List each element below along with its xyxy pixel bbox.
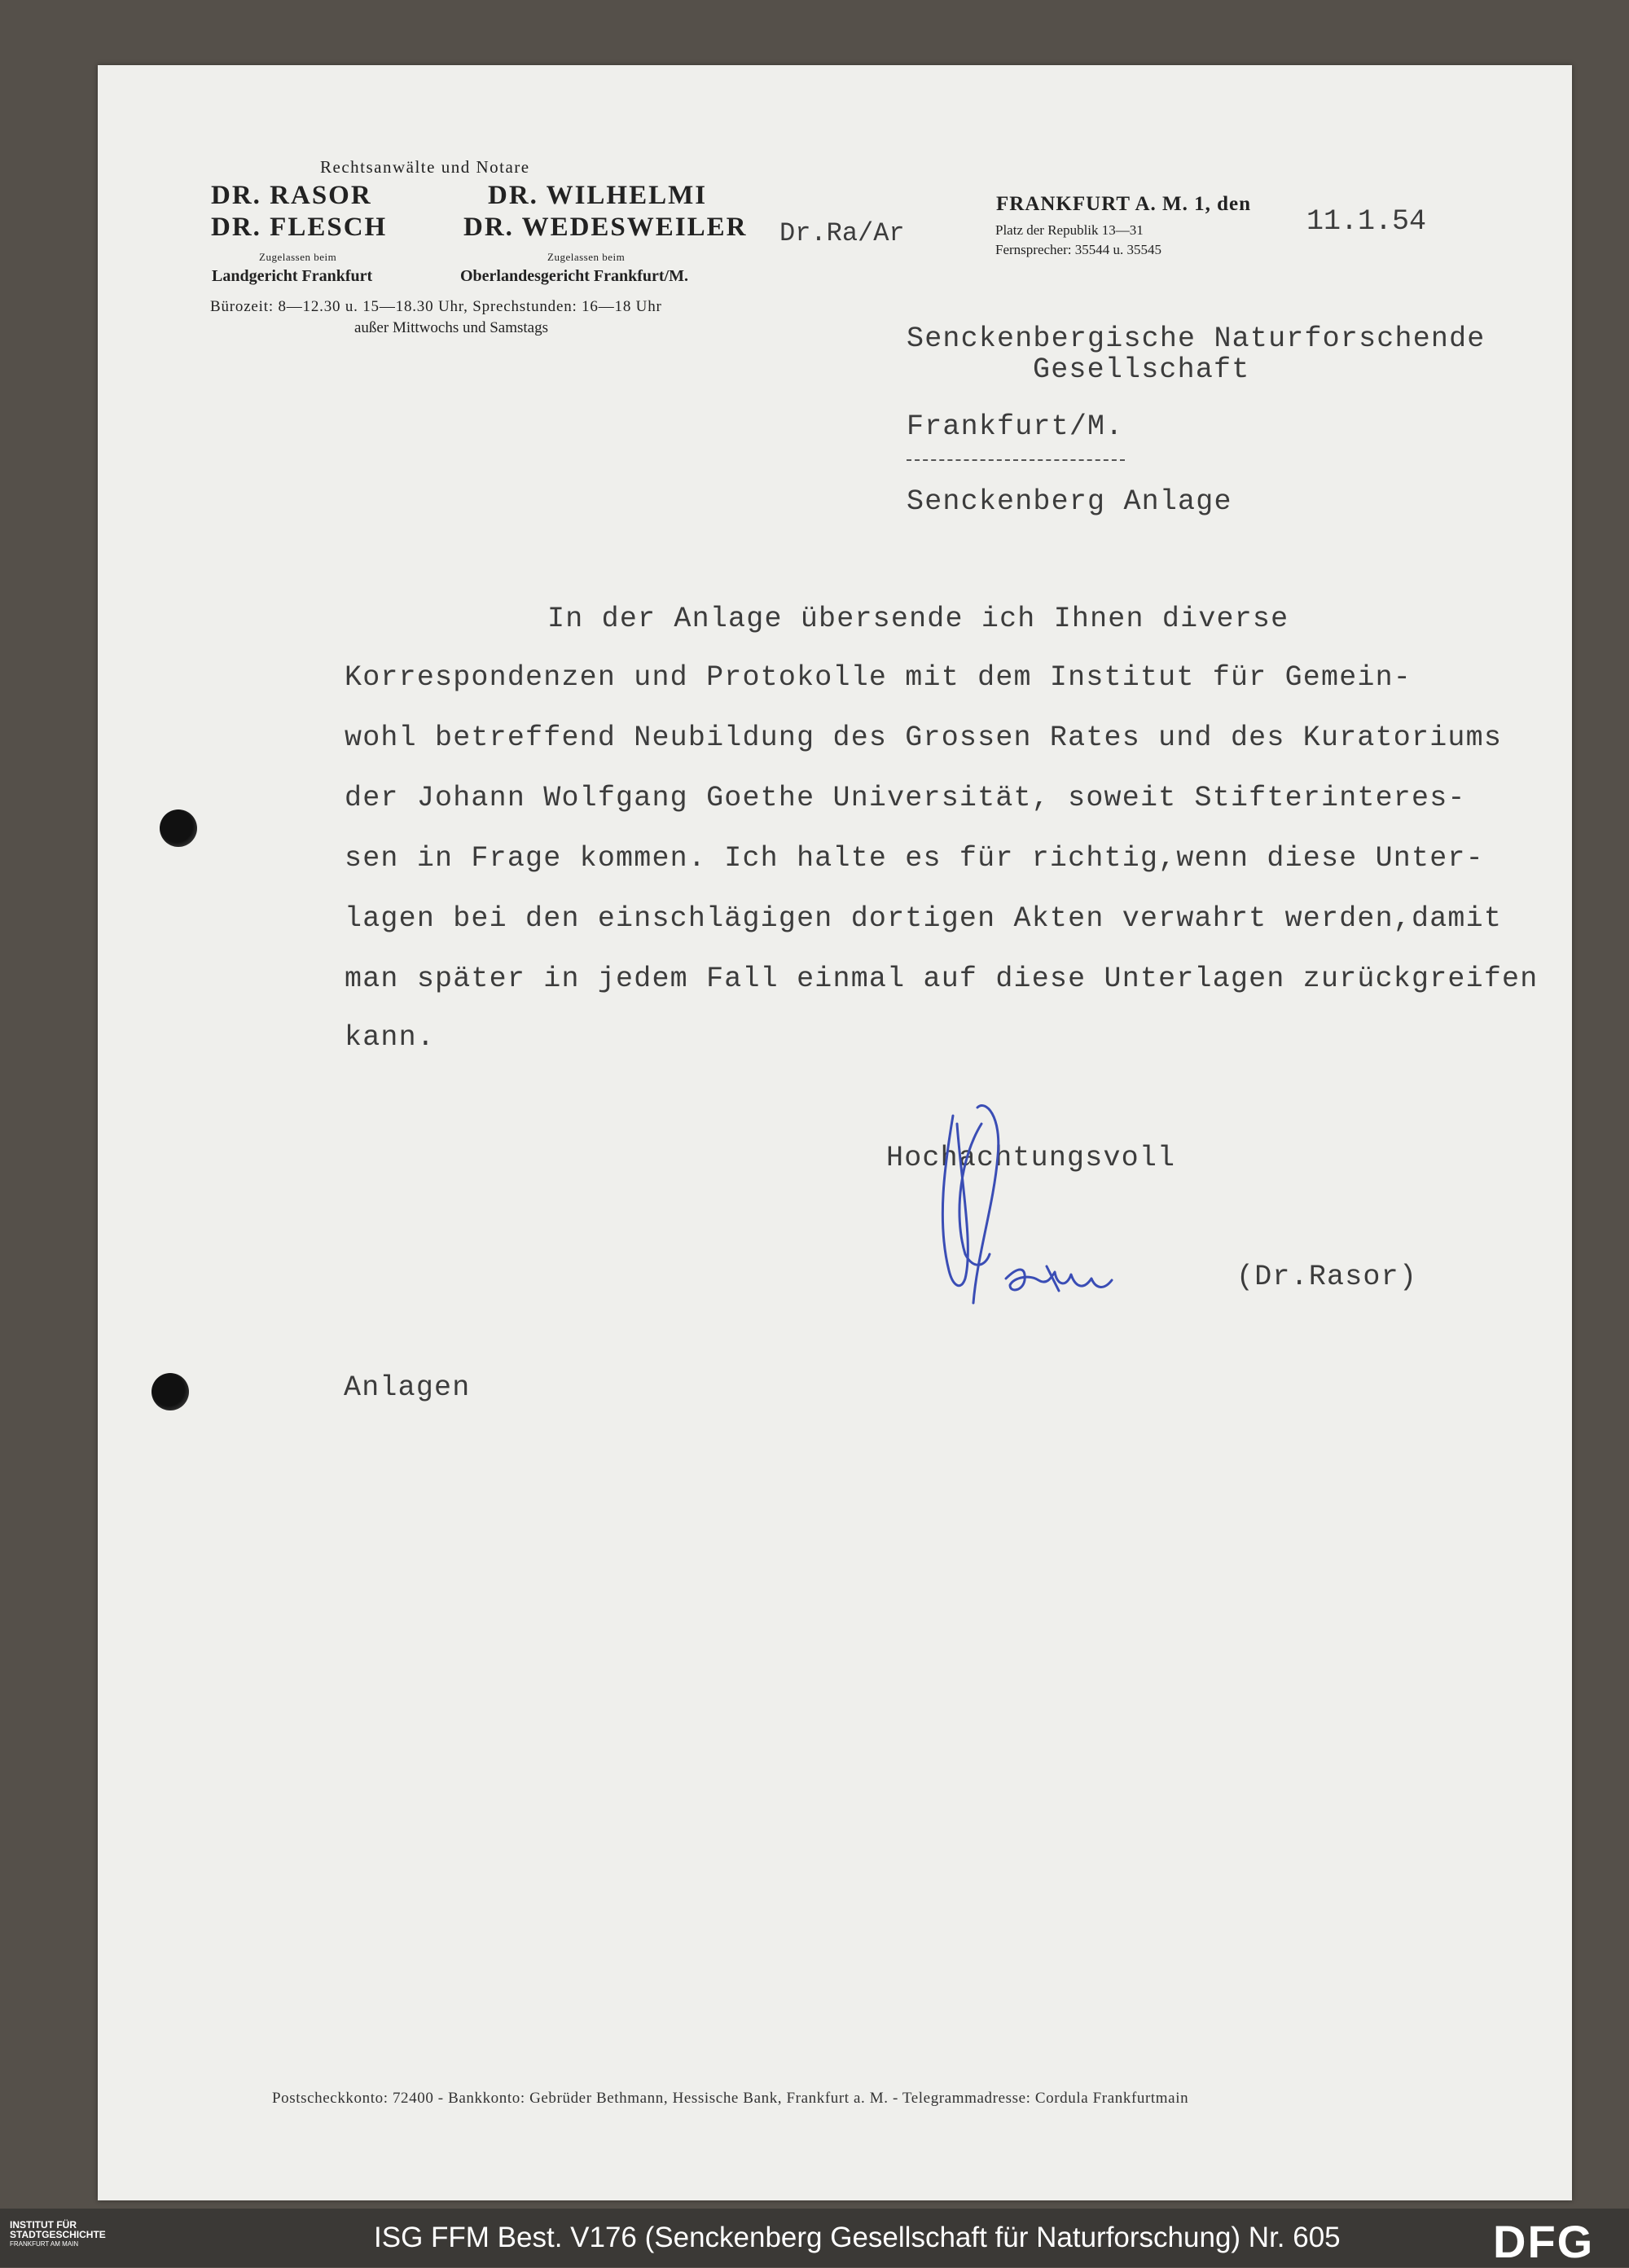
recipient-underline — [907, 459, 1125, 461]
partner-name-flesch: DR. FLESCH — [211, 213, 388, 242]
office-hours-note: außer Mittwochs und Samstags — [354, 319, 549, 336]
handwritten-signature — [929, 1091, 1140, 1336]
office-hours: Bürozeit: 8—12.30 u. 15—18.30 Uhr, Sprechstunden: 16—18 Uhr — [210, 298, 662, 315]
body-line: lagen bei den einschlägigen dortigen Akten verwahrt werden,damit — [345, 902, 1503, 935]
dfg-logo: DFG — [1493, 2216, 1595, 2267]
punch-hole-upper — [160, 809, 197, 847]
logo-line-3: FRANKFURT AM MAIN — [10, 2240, 79, 2248]
enclosures-label: Anlagen — [344, 1371, 471, 1404]
recipient-line-4: Senckenberg Anlage — [907, 485, 1232, 518]
punch-hole-lower — [151, 1373, 189, 1410]
body-line: Korrespondenzen und Protokolle mit dem Institut für Gemein- — [345, 661, 1412, 694]
profession-line: Rechtsanwälte und Notare — [320, 157, 530, 177]
body-line: man später in jedem Fall einmal auf diese Unterlagen zurückgreifen — [345, 963, 1539, 995]
admitted-label-left: Zugelassen beim — [259, 251, 337, 263]
partner-name-wilhelmi: DR. WILHELMI — [488, 181, 708, 210]
closing-salutation: Hochachtungsvoll — [886, 1142, 1176, 1174]
partner-name-rasor: DR. RASOR — [211, 181, 372, 210]
archive-logo — [10, 2220, 106, 2249]
recipient-line-2: Gesellschaft — [1033, 353, 1250, 386]
body-line: sen in Frage kommen. Ich halte es für richtig,wenn diese Unter- — [345, 842, 1484, 875]
court-right: Oberlandesgericht Frankfurt/M. — [460, 267, 688, 285]
office-phone: Fernsprecher: 35544 u. 35545 — [995, 242, 1161, 257]
body-line: der Johann Wolfgang Goethe Universität, soweit Stifterinteres- — [345, 782, 1466, 814]
logo-line-1: INSTITUT FÜR — [10, 2219, 77, 2231]
recipient-line-3: Frankfurt/M. — [907, 410, 1124, 443]
partner-name-wedesweiler: DR. WEDESWEILER — [463, 213, 748, 242]
office-address: Platz der Republik 13—31 — [995, 222, 1144, 238]
body-line: wohl betreffend Neubildung des Grossen Rates und des Kuratoriums — [345, 722, 1503, 754]
court-left: Landgericht Frankfurt — [212, 267, 373, 285]
logo-line-2: STADTGESCHICHTE — [10, 2229, 106, 2240]
recipient-line-1: Senckenbergische Naturforschende — [907, 322, 1486, 355]
signatory-name: (Dr.Rasor) — [1236, 1261, 1418, 1293]
archive-caption: ISG FFM Best. V176 (Senckenberg Gesellschaft für Naturforschung) Nr. 605 — [374, 2222, 1341, 2253]
letter-page — [98, 65, 1572, 2200]
reference-code: Dr.Ra/Ar — [779, 218, 905, 248]
body-line: kann. — [345, 1021, 436, 1054]
footer-bank-details: Postscheckkonto: 72400 - Bankkonto: Gebrüder Bethmann, Hessische Bank, Frankfurt a. M. - Telegrammadresse: Cordula Frankfurtmain — [272, 2090, 1189, 2107]
letter-date: 11.1.54 — [1306, 205, 1427, 238]
city-date-label: FRANKFURT A. M. 1, den — [996, 193, 1252, 215]
admitted-label-right: Zugelassen beim — [547, 251, 626, 263]
body-line: In der Anlage übersende ich Ihnen diverse — [547, 603, 1289, 635]
